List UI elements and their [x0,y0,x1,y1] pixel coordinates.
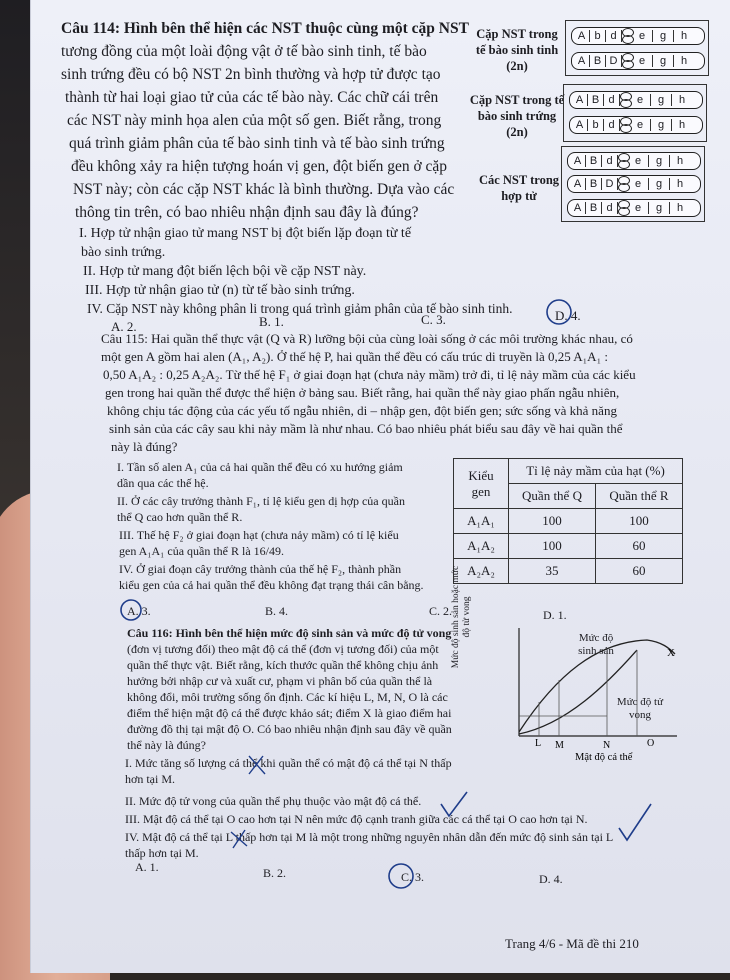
gene-allele: D [602,178,618,190]
q116-line: hưởng bởi nhập cư và xuất cư, phạm vi phân bố của quần thể là [127,674,433,688]
zygote-label: Các NST trong hợp tử [478,173,560,203]
gene-allele: h [676,178,684,190]
q115-item: II. Ở các cây trưởng thành F₁, tỉ lệ kiểu gen dị hợp của quần [117,494,405,508]
gene-allele: A [570,155,586,167]
table-header-q: Quần thể Q [509,484,596,509]
cross-mark [249,756,265,774]
q114-line: đều không xảy ra hiện tượng hoán vị gen, đột biến gen ở cặp [71,158,448,175]
q116-item: I. Mức tăng số lượng cá thể khi quần thể có mật độ cá thể tại N thấp [125,756,452,770]
handwritten-marks [31,0,730,973]
gene-allele: A [570,202,586,214]
gene-allele: d [604,94,620,106]
gene-allele: A [574,30,590,42]
x-axis-label: Mật độ cá thể [575,752,633,763]
q115-line: 0,50 A₁A₂ : 0,25 A₂A₂. Từ thế hệ F₁ ở giai đoạn hạt (chưa nảy mầm) trở đi, tỉ lệ nảy mầm của các kiểu [103,367,636,382]
q114-option-a: A. 2. [111,319,137,334]
q114-item: III. Hợp tử nhận giao tử (n) từ tế bào sinh trứng. [85,283,355,298]
q114-item: IV. Cặp NST này không phân li trong quá trình giảm phân của tế bào sinh tinh. [87,301,513,316]
gene-allele: d [604,119,620,131]
q114-option-b: B. 1. [259,314,284,329]
gene-allele: b [588,119,604,131]
q116-option-c: C. 3. [401,870,425,884]
gene-allele: h [680,55,688,67]
q114-option-c: C. 3. [421,312,446,327]
q114-line: thông tin trên, có bao nhiêu nhận định sau đây là đúng? [75,204,419,221]
check-mark [619,804,651,840]
gene-allele: A [572,94,588,106]
cell-r: 60 [596,534,683,559]
q114-option-d: D. 4. [555,308,581,323]
q115-line: gen trong hai quần thể được thể hiện ở bảng sau. Biết rằng, hai quần thể này giao phấn ngẫu nhiên, [105,385,620,400]
gene-allele: g [649,202,670,214]
q114-line: Câu 114: Hình bên thể hiện các NST thuộc cùng một cặp NST [61,20,469,37]
q114-line: quá trình giảm phân của tế bào sinh tinh và tế bào sinh trứng [69,135,445,152]
q116-item: IV. Mật độ cá thể tại L thấp hơn tại M là một trong những nguyên nhân dẫn đến mức độ sinh sản tại L [125,830,614,844]
q116-line: quần thể thực vật. Biết rằng, kích thước quần thể không chịu ảnh [127,658,439,672]
q116-line: Câu 116: Hình bên thể hiện mức độ sinh sản và mức độ tử vong [127,626,452,640]
q115-line: này là đúng? [111,439,178,454]
q115-line: một gen A gồm hai alen (A₁, A₂). Ở thế hệ P, hai quần thể đều có cấu trúc di truyền là 0,25 A₁A₁ : [101,349,608,364]
cell-r: 60 [596,559,683,584]
gene-allele: A [570,178,586,190]
point-label-m: M [555,740,564,751]
table-header-rate: Tỉ lệ nảy mầm của hạt (%) [509,459,683,484]
table-header-r: Quần thể R [596,484,683,509]
gene-allele: g [651,119,672,131]
gene-allele: B [586,178,602,190]
gene-allele: h [676,155,684,167]
q116-item: hơn tại M. [125,772,176,786]
cell-genotype: A₂A₂ [454,559,509,584]
q115-item: I. Tần số alen A₁ của cả hai quần thể đều có xu hướng giảm [117,460,403,474]
gene-allele: e [628,202,649,214]
circle-answer-a-q115 [121,600,141,620]
gene-allele: d [602,155,618,167]
check-mark [441,792,467,816]
q114-line: NST này; còn các cặp NST khác là bình thường. Dựa vào các [73,181,455,198]
exam-page [30,0,730,973]
gene-allele: e [630,94,651,106]
cell-r: 100 [596,509,683,534]
q116-option-d: D. 4. [539,872,563,886]
q115-line: Câu 115: Hai quần thể thực vật (Q và R) lưỡng bội của cùng loài sống ở các môi trường khác nhau, có [101,331,633,346]
q116-line: không đổi, môi trường sống ổn định. Các kí hiệu L, M, N, O là các [127,690,448,704]
cell-q: 100 [509,534,596,559]
cell-genotype: A₁A₂ [454,534,509,559]
q116-line: thể này là đúng? [127,738,206,752]
q114-item: I. Hợp tử nhận giao tử mang NST bị đột biến lặp đoạn từ tế [79,226,412,241]
q115-item: gen A₁A₁ của quần thể R là 16/49. [119,544,284,558]
gene-allele: h [680,30,688,42]
sperm-label: Cặp NST trong tế bào sinh tinh (2n) [475,27,559,73]
q115-option-d: D. 1. [543,608,567,622]
gene-allele: B [586,202,602,214]
gene-allele: g [649,178,670,190]
q115-item: kiểu gen của cả hai quần thể đều không đạt trạng thái cân bằng. [119,578,424,592]
gene-allele: A [574,55,590,67]
q114-line: thành từ hai loại giao tử của các tế bào này. Các chữ cái trên [65,89,439,106]
gene-allele: e [628,178,649,190]
point-label-o: O [647,738,655,749]
cell-genotype: A₁A₁ [454,509,509,534]
q115-item: III. Thế hệ F₂ ở giai đoạn hạt (chưa nảy mầm) có tỉ lệ kiểu [119,528,399,542]
gene-allele: d [602,202,618,214]
gene-allele: h [678,94,686,106]
q114-line: sinh trứng đều có bộ NST 2n bình thường và hợp tử được tạo [61,66,441,83]
gene-allele: g [651,94,672,106]
gene-allele: B [586,155,602,167]
gene-allele: g [653,30,674,42]
egg-label: Cặp NST trong tế bào sinh trứng (2n) [469,93,565,139]
q114-item: II. Hợp tử mang đột biến lệch bội về cặp NST này. [83,264,367,279]
gene-allele: h [678,119,686,131]
gene-allele: d [606,30,622,42]
q115-line: không chịu tác động của các yếu tố ngẫu nhiên, di – nhập gen, đột biến gen; sức sống và khả năng [107,403,617,418]
gene-allele: e [632,55,653,67]
q116-item: II. Mức độ tử vong của quần thể phụ thuộc vào mật độ cá thể. [125,794,422,808]
gene-allele: e [630,119,651,131]
q116-line: điểm thể hiện mật độ cá thể được khảo sát; điểm X là giao điểm hai [127,706,452,720]
y-axis-label: Mức độ sinh sản hoặc mức độ tử vong [451,565,472,669]
circle-answer-c-q116 [389,864,413,888]
q115-line: sinh sản của các cây sau khi nảy mầm là như nhau. Có bao nhiêu phát biểu sau đây về hai quần thể [109,421,623,436]
cross-mark [231,830,247,848]
q114-item: bào sinh trứng. [81,245,166,260]
q116-line: (đơn vị tương đối) theo mật độ cá thể (đơn vị tương đối) của một [127,642,439,656]
q114-line: các NST này minh họa alen của một số gen. Biết rằng, trong [67,112,442,129]
point-label-n: N [603,740,611,751]
point-label-x: X [667,647,675,659]
gene-allele: h [676,202,684,214]
gene-allele: e [628,155,649,167]
point-label-l: L [535,738,542,749]
q116-option-b: B. 2. [263,866,287,880]
gene-allele: D [606,55,622,67]
death-curve-label: Mức độ tử vong [616,696,664,721]
circle-answer-d-q114 [547,300,571,324]
q115-option-b: B. 4. [265,604,289,618]
q115-option-c: C. 2. [429,604,453,618]
gene-allele: b [590,30,606,42]
birth-curve-label: Mức độ sinh sản [578,632,614,657]
gene-allele: e [632,30,653,42]
gene-allele: B [590,55,606,67]
cell-q: 100 [509,509,596,534]
gene-allele: B [588,94,604,106]
q116-option-a: A. 1. [135,860,159,874]
q116-line: đường đồ thị tại mật độ O. Có bao nhiêu nhận định sau đây về quần [127,722,452,736]
q115-item: dần qua các thế hệ. [117,476,209,490]
table-header-genotype: Kiểu gen [454,459,509,509]
q115-item: IV. Ở giai đoạn cây trưởng thành của thế hệ F₂, thành phần [119,562,402,576]
q115-option-a: A. 3. [127,604,151,618]
page-footer: Trang 4/6 - Mã đề thi 210 [505,936,639,951]
q114-line: tương đồng của một loài động vật ở tế bào sinh tinh, tế bào [61,43,427,60]
q116-item: thấp hơn tại M. [125,846,199,860]
cell-q: 35 [509,559,596,584]
gene-allele: g [653,55,674,67]
q116-item: III. Mật độ cá thể tại O cao hơn tại N nên mức độ cạnh tranh giữa các cá thể tại O cao hơn tại N. [125,812,588,826]
q115-item: thể Q cao hơn quần thể R. [117,510,243,524]
gene-allele: g [649,155,670,167]
gene-allele: A [572,119,588,131]
